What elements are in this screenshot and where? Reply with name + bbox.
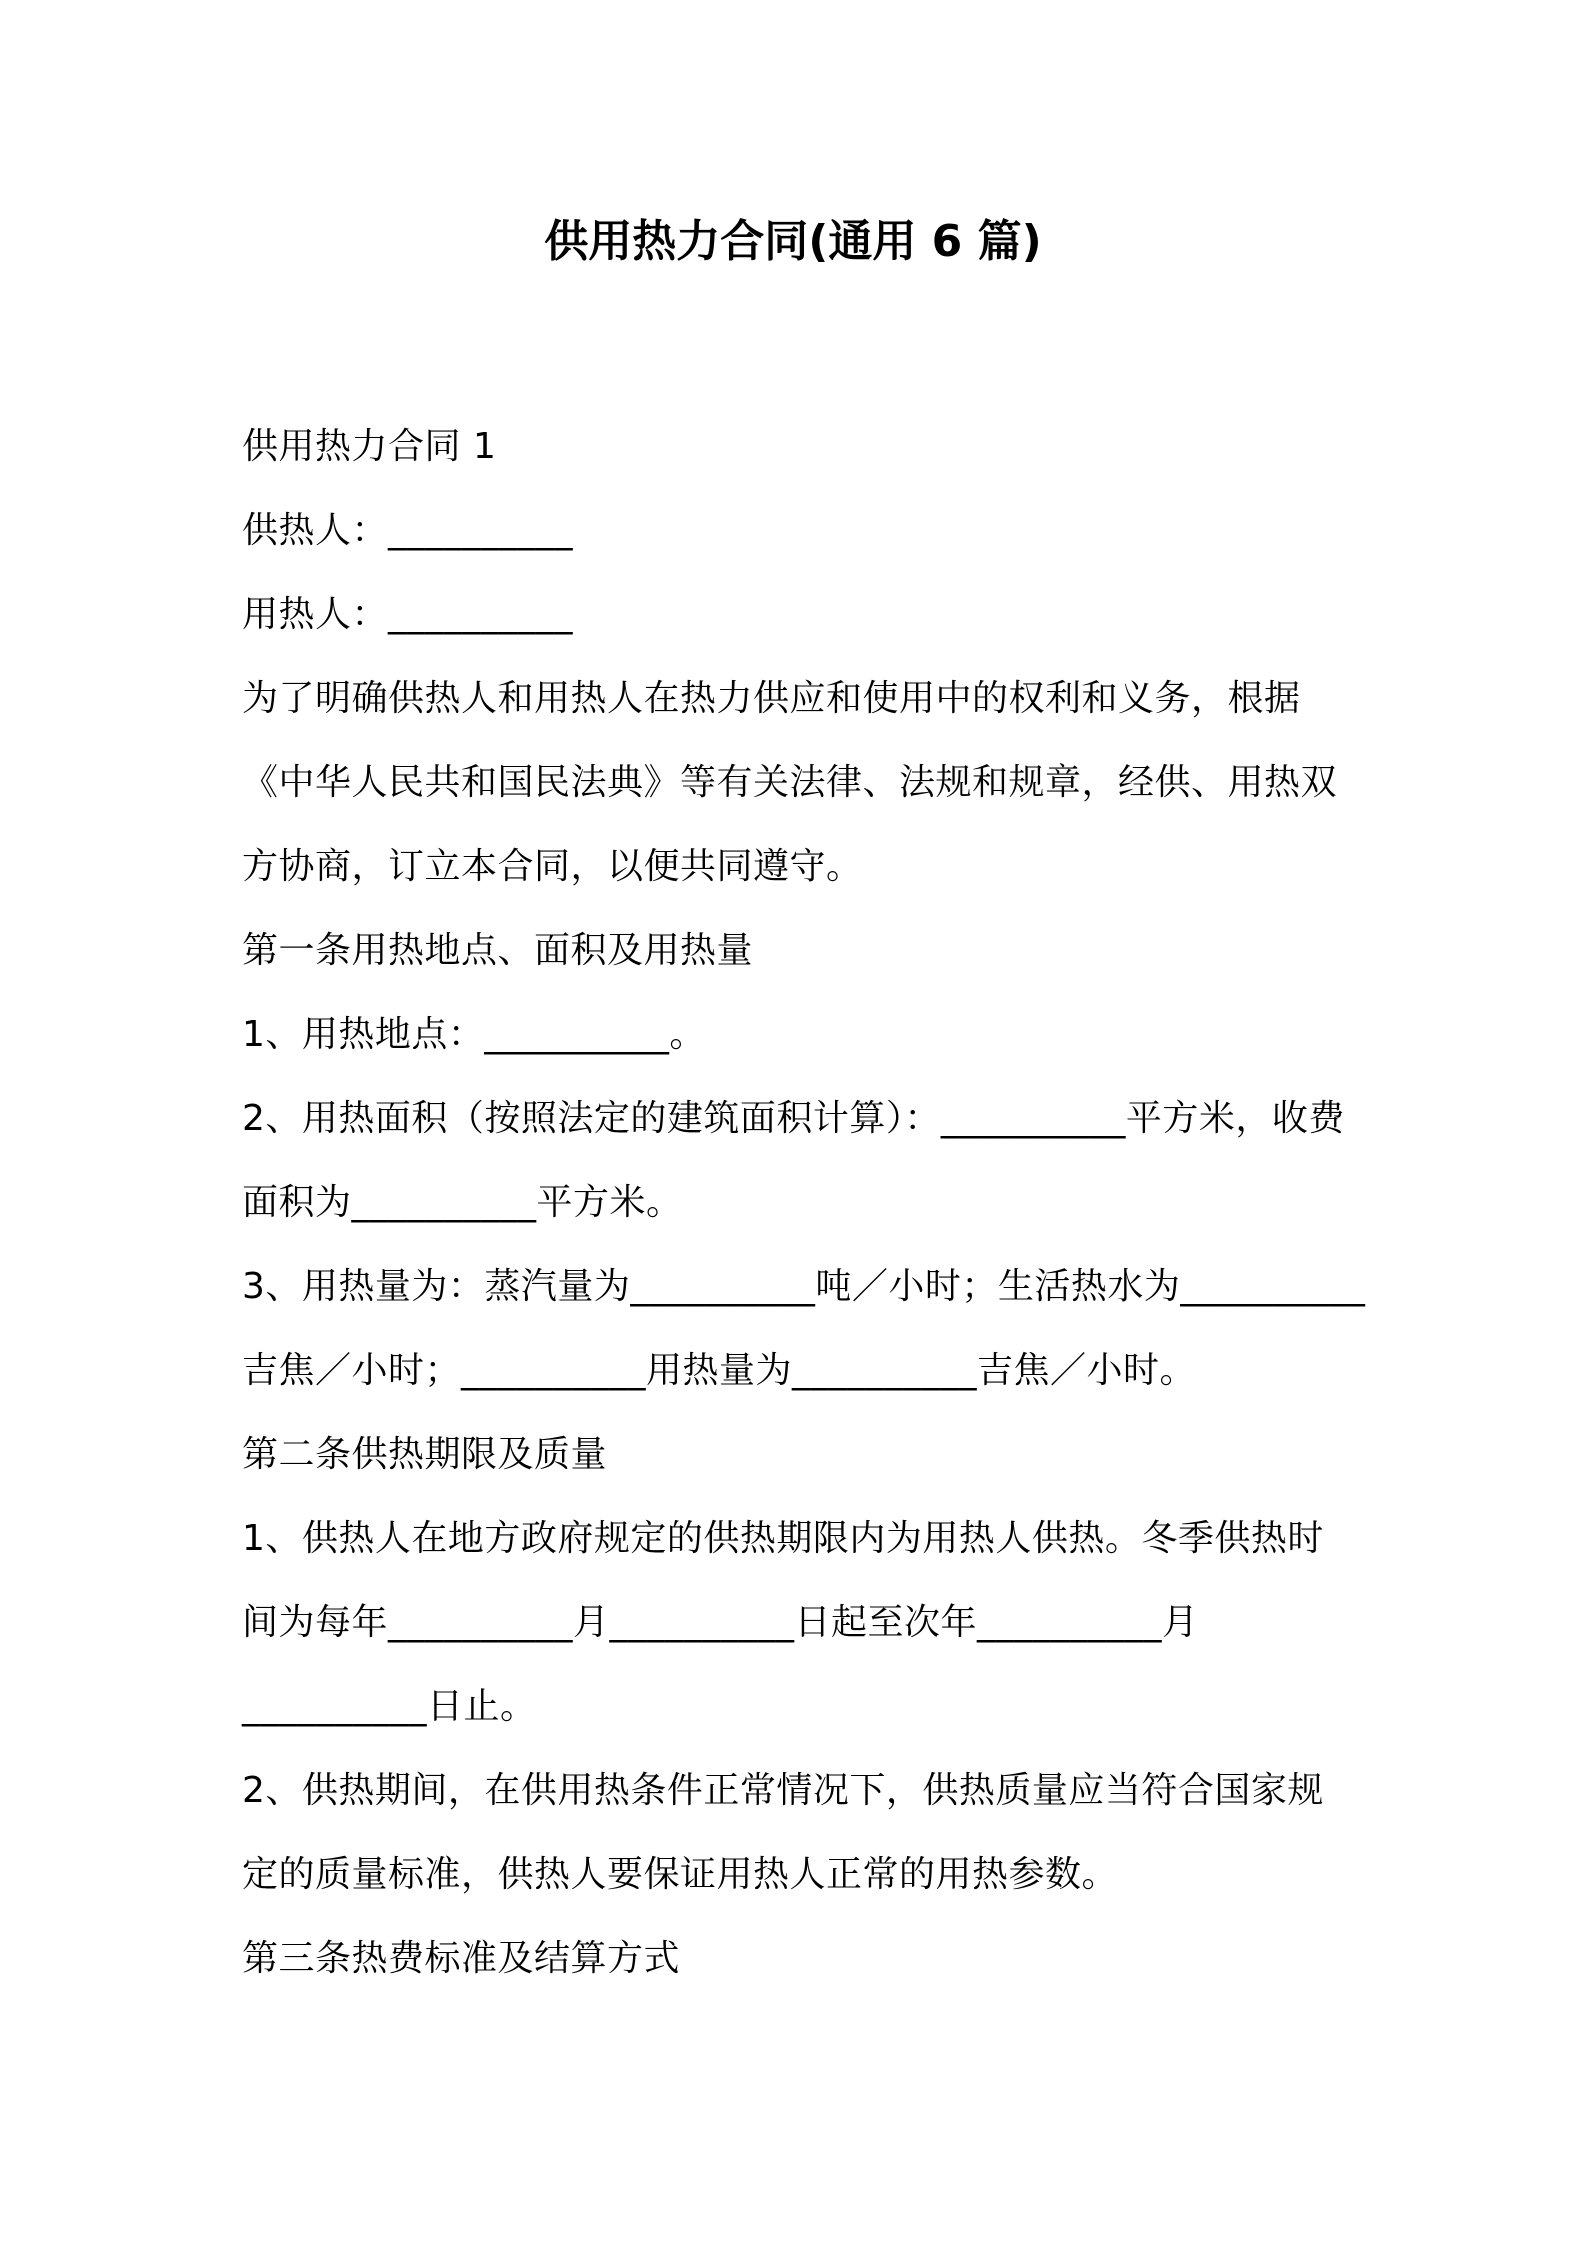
paragraph-line: 为了明确供热人和用热人在热力供应和使用中的权利和义务，根据 bbox=[242, 678, 1301, 719]
article-heading: 第二条供热期限及质量 bbox=[242, 1434, 608, 1475]
party-heat-user-line: 用热人：__________ bbox=[242, 594, 574, 635]
article-heading: 第一条用热地点、面积及用热量 bbox=[242, 930, 754, 971]
clause-line: 2、用热面积（按照法定的建筑面积计算）：__________平方米，收费 bbox=[242, 1098, 1345, 1139]
document-body bbox=[242, 405, 1366, 2001]
clause-line: __________日止。 bbox=[242, 1686, 537, 1727]
clause-line: 吉焦／小时；__________用热量为__________吉焦／小时。 bbox=[242, 1350, 1197, 1391]
article-heading: 第三条热费标准及结算方式 bbox=[242, 1938, 681, 1979]
clause-line: 3、用热量为：蒸汽量为__________吨／小时；生活热水为__________ bbox=[242, 1266, 1366, 1307]
clause-line: 1、用热地点：__________。 bbox=[242, 1014, 706, 1055]
clause-line: 2、供热期间，在供用热条件正常情况下，供热质量应当符合国家规 bbox=[242, 1770, 1324, 1811]
paragraph-line: 《中华人民共和国民法典》等有关法律、法规和规章，经供、用热双 bbox=[242, 762, 1338, 803]
clause-line: 面积为__________平方米。 bbox=[242, 1182, 683, 1223]
clause-line: 间为每年__________月__________日起至次年__________月 bbox=[242, 1602, 1199, 1643]
document-title: 供用热力合同(通用 6 篇) bbox=[544, 216, 1042, 267]
paragraph-line: 方协商，订立本合同，以便共同遵守。 bbox=[242, 846, 863, 887]
clause-line: 1、供热人在地方政府规定的供热期限内为用热人供热。冬季供热时 bbox=[242, 1518, 1324, 1559]
clause-line: 定的质量标准，供热人要保证用热人正常的用热参数。 bbox=[242, 1854, 1119, 1895]
party-heat-supplier-line: 供热人：__________ bbox=[242, 510, 574, 551]
section-heading-contract-1: 供用热力合同 1 bbox=[242, 426, 497, 467]
